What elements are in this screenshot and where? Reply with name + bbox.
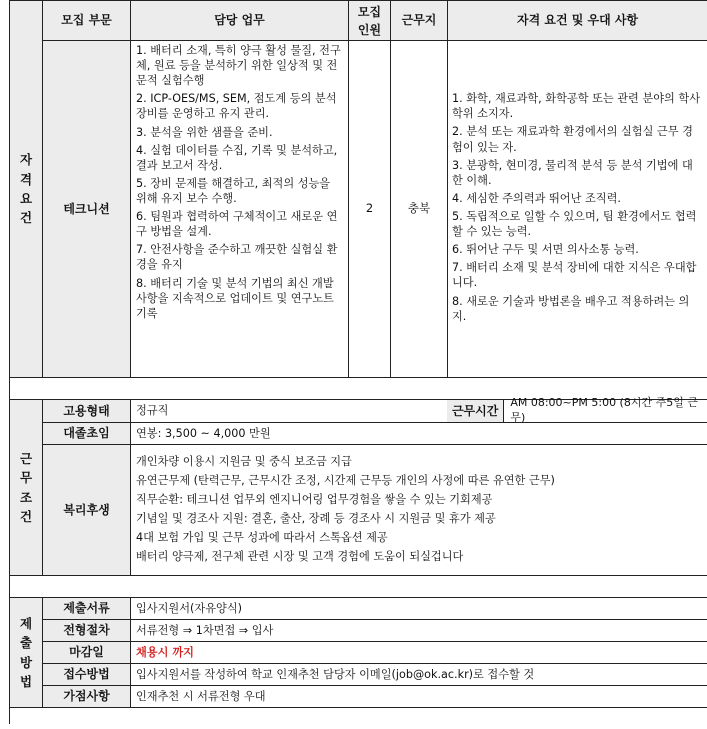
benefits-label: 복리후생 bbox=[43, 445, 131, 576]
location-value: 충북 bbox=[391, 41, 448, 378]
duty-item: 5. 장비 문제를 해결하고, 최적의 성능을 위해 유지 보수 수행. bbox=[136, 176, 331, 205]
header-field: 모집 부문 bbox=[43, 1, 131, 41]
header-location: 근무지 bbox=[391, 1, 448, 41]
count-value: 2 bbox=[349, 41, 391, 378]
section-qualification-label bbox=[10, 1, 43, 378]
submission-label-4: 가점사항 bbox=[43, 686, 131, 708]
submission-value-4: 인재추천 시 서류전형 우대 bbox=[131, 686, 707, 708]
header-count: 모집 인원 bbox=[349, 1, 391, 41]
benefit-item: 기념일 및 경조사 지원: 결혼, 출산, 장례 등 경조사 시 지원금 및 휴가 제공 bbox=[136, 512, 496, 525]
qualification-item: 8. 새로운 기술과 방법론을 배우고 적용하려는 의지. bbox=[452, 294, 690, 323]
field-value: 테크니션 bbox=[43, 41, 131, 378]
spacer-row-3 bbox=[10, 708, 707, 724]
submission-value-0: 입사지원서(자유양식) bbox=[131, 598, 707, 620]
duty-item: 7. 안전사항을 준수하고 깨끗한 실험실 환경을 유지 bbox=[136, 243, 338, 272]
section-title-conditions: 근 무 조 건 bbox=[19, 450, 33, 524]
salary-value: 연봉: 3,500 ~ 4,000 만원 bbox=[131, 423, 707, 445]
qualification-item: 7. 배터리 소재 및 분석 장비에 대한 지식은 우대합니다. bbox=[452, 261, 697, 290]
submission-label-0: 제출서류 bbox=[43, 598, 131, 620]
salary-label: 대졸초임 bbox=[43, 423, 131, 445]
section-conditions-label bbox=[10, 400, 43, 576]
spacer-row-2 bbox=[10, 576, 707, 598]
benefit-item: 직무순환: 테크니션 업무외 엔지니어링 업무경험을 쌓을 수 있는 기회제공 bbox=[136, 492, 493, 506]
duty-item: 6. 팀원과 협력하여 구체적이고 새로운 연구 방법을 설계. bbox=[136, 210, 338, 239]
header-qualifications: 자격 요건 및 우대 사항 bbox=[448, 1, 707, 41]
submission-label-1: 전형절차 bbox=[43, 620, 131, 642]
employment-label: 고용형태 bbox=[43, 400, 131, 423]
hours-value: AM 08:00~PM 5:00 (8시간 주5일 근무) bbox=[510, 396, 698, 424]
duty-item: 1. 배터리 소재, 특히 양극 활성 물질, 전구체, 원료 등을 분석하기 위한 일상적 및 전문적 실험수행 bbox=[136, 44, 341, 88]
duty-item: 2. ICP-OES/MS, SEM, 점도계 등의 분석 장비를 운영하고 유지 관리. bbox=[136, 92, 337, 121]
hours-cell bbox=[451, 396, 707, 424]
qualification-item: 2. 분석 또는 재료과학 환경에서의 실험실 근무 경험이 있는 자. bbox=[452, 125, 693, 154]
employment-value: 정규직 bbox=[131, 400, 448, 423]
duty-item: 8. 배터리 기술 및 분석 기법의 최신 개발 사항을 지속적으로 업데이트 및 연구노트 기록 bbox=[136, 276, 334, 320]
benefit-item: 유연근무제 (탄력근무, 근무시간 조정, 시간제 근무등 개인의 사정에 따른 유연한 근무) bbox=[136, 473, 555, 487]
benefit-item: 개인차량 이용시 지원금 및 중식 보조금 지급 bbox=[136, 454, 352, 468]
section-title-submission: 제 출 방 법 bbox=[19, 615, 33, 689]
qualification-item: 4. 세심한 주의력과 뛰어난 조직력. bbox=[452, 191, 621, 205]
hours-label-visible: 근무시간 bbox=[447, 400, 504, 422]
submission-value-3: 입사지원서를 작성하여 학교 인재추천 담당자 이메일(job@ok.ac.kr)로 접수할 것 bbox=[131, 664, 707, 686]
duties-list bbox=[131, 41, 349, 378]
section-submission-label bbox=[10, 598, 43, 708]
qualification-item: 6. 뛰어난 구두 및 서면 의사소통 능력. bbox=[452, 243, 639, 257]
submission-label-2: 마감일 bbox=[43, 642, 131, 664]
duty-item: 3. 분석을 위한 샘플을 준비. bbox=[136, 125, 273, 139]
qualification-item: 5. 독립적으로 일할 수 있으며, 팀 환경에서도 협력할 수 있는 능력. bbox=[452, 210, 697, 239]
section-title-qualifications: 자 격 요 건 bbox=[19, 152, 33, 226]
benefit-item: 4대 보험 가입 및 근무 성과에 따라서 스톡옵션 제공 bbox=[136, 531, 388, 545]
benefits-list bbox=[131, 445, 707, 576]
header-duties: 담당 업무 bbox=[131, 1, 349, 41]
submission-value-1: 서류전형 ⇒ 1차면접 ⇒ 입사 bbox=[131, 620, 707, 642]
qualifications-list bbox=[448, 41, 707, 378]
duty-item: 4. 실험 데이터를 수집, 기록 및 분석하고, 결과 보고서 작성. bbox=[136, 143, 338, 172]
qualification-item: 1. 화학, 재료과학, 화학공학 또는 관련 분야의 학사 학위 소지자. bbox=[452, 92, 701, 121]
benefit-item: 배터리 양극제, 전구체 관련 시장 및 고객 경험에 도움이 되실겁니다 bbox=[136, 550, 464, 564]
job-posting-table bbox=[9, 0, 707, 724]
submission-label-3: 접수방법 bbox=[43, 664, 131, 686]
submission-value-2: 채용시 까지 bbox=[131, 642, 707, 664]
qualification-item: 3. 분광학, 현미경, 물리적 분석 등 분석 기법에 대한 이해. bbox=[452, 158, 693, 187]
